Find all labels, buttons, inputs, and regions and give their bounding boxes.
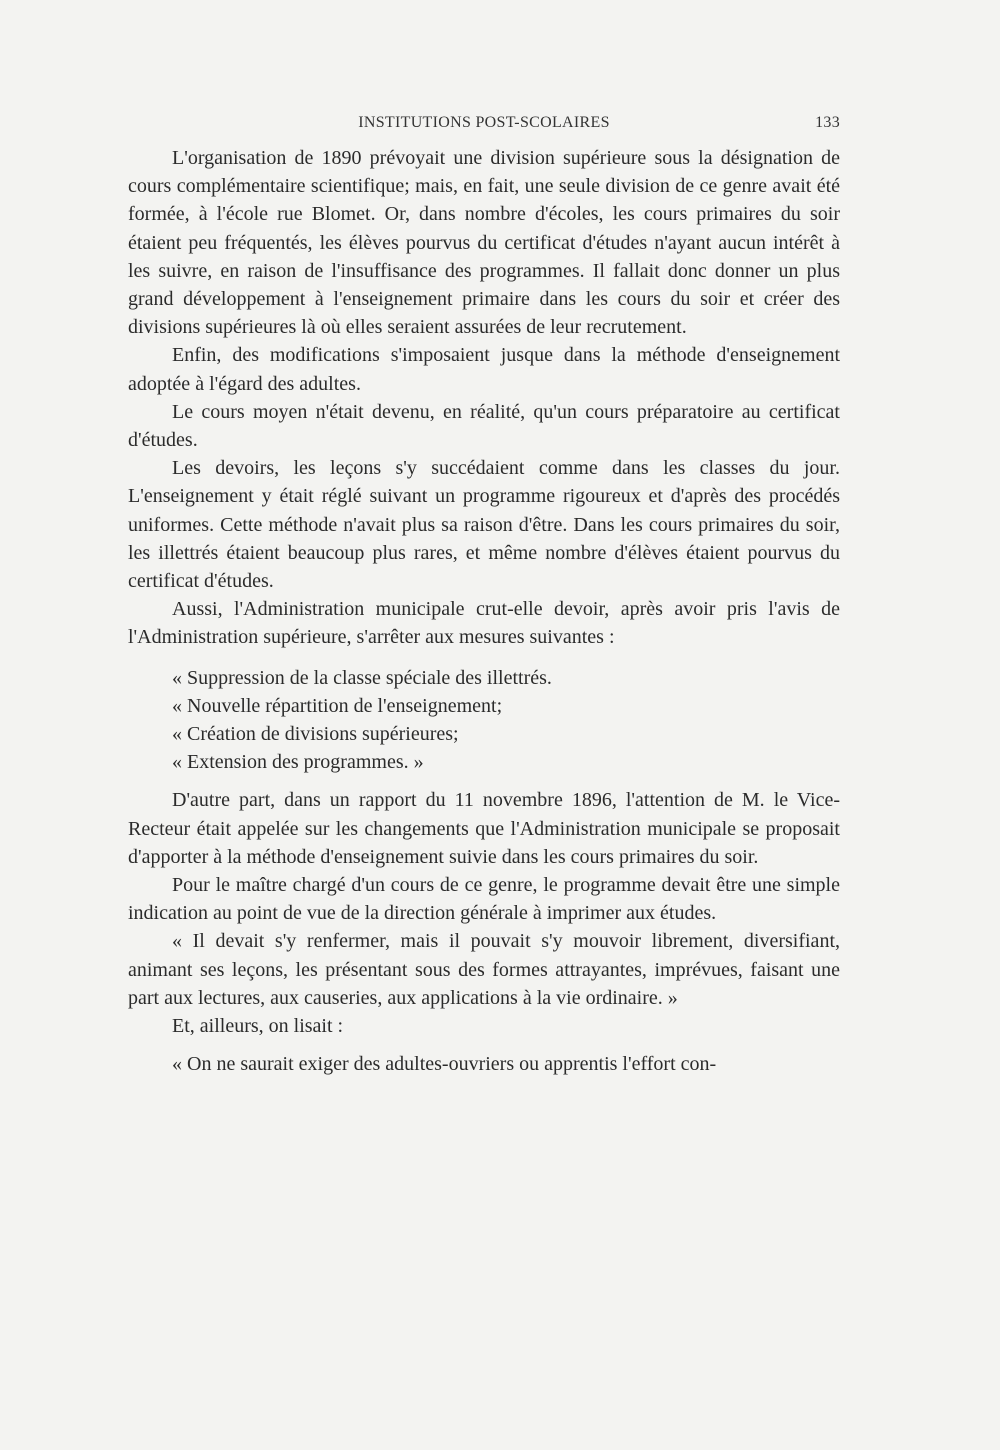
measure-item: « Suppression de la classe spéciale des illettrés. — [172, 666, 552, 689]
paragraph: Le cours moyen n'était devenu, en réalité, qu'un cours préparatoire au certificat d'études. — [128, 400, 840, 452]
paragraph: « On ne saurait exiger des adultes-ouvriers ou apprentis l'effort con- — [172, 1053, 717, 1076]
paragraph: Et, ailleurs, on lisait : — [172, 1015, 344, 1038]
measures-list — [128, 664, 840, 777]
paragraph: Pour le maître chargé d'un cours de ce genre, le programme devait être une simple indication au point de vue de la direction générale à imprimer aux études. — [128, 874, 840, 925]
running-header — [128, 114, 840, 138]
measure-item: « Création de divisions supérieures; — [172, 723, 459, 746]
body-text — [128, 144, 840, 1079]
paragraph: Enfin, des modifications s'imposaient jusque dans la méthode d'enseignement adoptée à l'égard des adultes. — [128, 344, 840, 395]
measure-item: « Nouvelle répartition de l'enseignement; — [172, 694, 503, 717]
running-title: INSTITUTIONS POST-SCOLAIRES — [358, 114, 610, 131]
paragraph: Les devoirs, les leçons s'y succédaient comme dans les classes du jour. L'enseignement y était réglé suivant un programme rigoureux et d'après des procédés uniformes. Cette méthode n'avait plus sa raison d'être. Dans les cours primaires du soir, les illettrés étaient beaucoup plus rares, et même nombre d'élèves étaient pourvus du certificat d'études. — [128, 457, 840, 593]
paragraph: L'organisation de 1890 prévoyait une division supérieure sous la désignation de cours complémentaire scientifique; mais, en fait, une seule division de ce genre avait été formée, à l'école rue Blomet. Or, dans nombre d'écoles, les cours primaires du soir étaient peu fréquentés, les élèves pourvus du certificat d'études n'ayant aucun intérêt à les suivre, en raison de l'insuffisance des programmes. Il fallait donc donner un plus grand développement à l'enseignement primaire dans les cours du soir et créer des divisions supérieures là où elles seraient assurées de leur recrutement. — [128, 147, 840, 339]
page-number: 133 — [815, 114, 840, 131]
paragraph: Aussi, l'Administration municipale crut-elle devoir, après avoir pris l'avis de l'Administration supérieure, s'arrêter aux mesures suivantes : — [128, 598, 840, 649]
measure-item: « Extension des programmes. » — [172, 751, 424, 774]
paragraph: « Il devait s'y renfermer, mais il pouvait s'y mouvoir librement, diversifiant, animant ses leçons, les présentant sous des formes attrayantes, imprévues, faisant une part aux lectures, aux causeries, aux applications à la vie ordinaire. » — [128, 930, 840, 1009]
paragraph: D'autre part, dans un rapport du 11 novembre 1896, l'attention de M. le Vice-Recteur était appelée sur les changements que l'Administration municipale se proposait d'apporter à la méthode d'enseignement suivie dans les cours primaires du soir. — [128, 789, 840, 868]
